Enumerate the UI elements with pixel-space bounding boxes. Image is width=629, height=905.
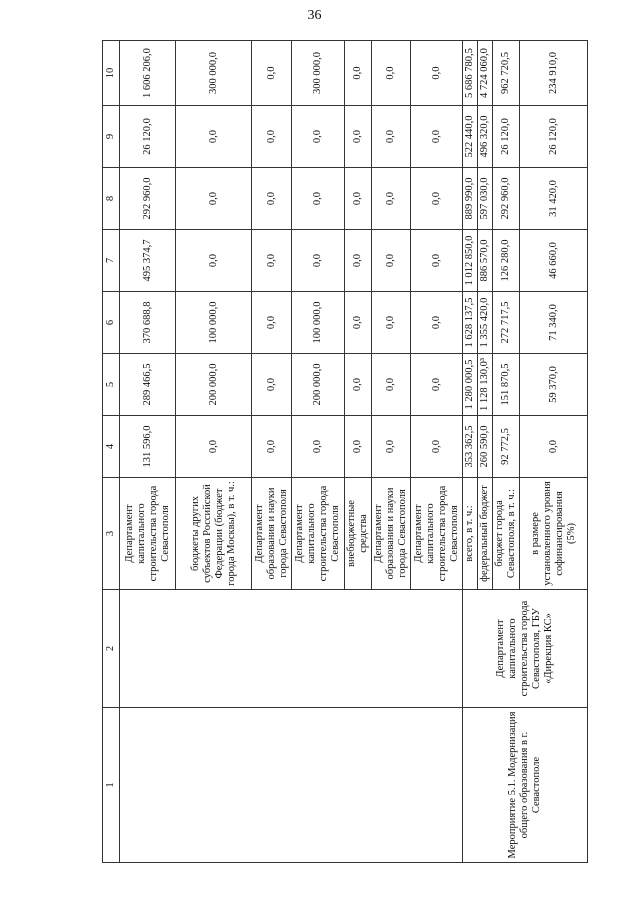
rotated-table-wrapper [102, 40, 577, 863]
value-cell: 100 000,0 [176, 292, 252, 354]
value-cell: 0,0 [411, 41, 463, 106]
value-cell: 0,0 [372, 416, 411, 478]
value-cell: 0,0 [372, 41, 411, 106]
value-cell: 1 355 420,0 [478, 292, 493, 354]
measure-executor: Департамент капитального строительства города Севастополя, ГБУ «Дирекция КС» [463, 590, 588, 708]
table-row [463, 41, 478, 863]
value-cell: 0,0 [252, 41, 292, 106]
value-cell: 0,0 [411, 230, 463, 292]
value-cell: 26 120,0 [520, 106, 588, 168]
col-header: 2 [103, 590, 120, 708]
value-cell: 289 466,5 [120, 354, 176, 416]
value-cell: 300 000,0 [176, 41, 252, 106]
value-cell: 59 370,0 [520, 354, 588, 416]
value-cell: 46 660,0 [520, 230, 588, 292]
value-cell: 496 320,0 [478, 106, 493, 168]
value-cell: 272 717,5 [493, 292, 520, 354]
value-cell: 260 590,0 [478, 416, 493, 478]
value-cell: 0,0 [292, 106, 345, 168]
value-cell: 597 030,0 [478, 168, 493, 230]
value-cell: 0,0 [292, 416, 345, 478]
col-header: 10 [103, 41, 120, 106]
value-cell: 962 720,5 [493, 41, 520, 106]
col-header: 7 [103, 230, 120, 292]
value-cell: 0,0 [292, 230, 345, 292]
value-cell: 0,0 [252, 354, 292, 416]
row-label: Департамент капитального строительства города Севастополя [120, 478, 176, 590]
value-cell: 0,0 [411, 168, 463, 230]
value-cell: 151 870,5 [493, 354, 520, 416]
row-label: Департамент образования и науки города Севастополя [372, 478, 411, 590]
value-cell: 0,0 [252, 106, 292, 168]
value-cell: 300 000,0 [292, 41, 345, 106]
value-cell: 886 570,0 [478, 230, 493, 292]
value-cell: 100 000,0 [292, 292, 345, 354]
value-cell: 0,0 [176, 230, 252, 292]
value-cell: 126 280,0 [493, 230, 520, 292]
col-header: 1 [103, 708, 120, 863]
value-cell: 1 606 206,0 [120, 41, 176, 106]
value-cell: 0,0 [372, 230, 411, 292]
value-cell: 4 724 060,0 [478, 41, 493, 106]
value-cell: 0,0 [292, 168, 345, 230]
value-cell: 0,0 [345, 230, 372, 292]
value-cell: 31 420,0 [520, 168, 588, 230]
value-cell: 1 128 130,0³ [478, 354, 493, 416]
value-cell: 26 120,0 [120, 106, 176, 168]
value-cell: 5 686 780,5 [463, 41, 478, 106]
value-cell: 1 012 850,0 [463, 230, 478, 292]
value-cell: 0,0 [176, 168, 252, 230]
row-label: внебюджетные средства [345, 478, 372, 590]
value-cell: 292 960,0 [120, 168, 176, 230]
row-label: федеральный бюджет [478, 478, 493, 590]
value-cell: 495 374,7 [120, 230, 176, 292]
page-number: 36 [307, 8, 322, 23]
value-cell: 0,0 [252, 230, 292, 292]
value-cell: 292 960,0 [493, 168, 520, 230]
value-cell: 71 340,0 [520, 292, 588, 354]
value-cell: 0,0 [372, 106, 411, 168]
empty-cell [120, 590, 463, 708]
row-label: Департамент образования и науки города Севастополя [252, 478, 292, 590]
col-header: 9 [103, 106, 120, 168]
value-cell: 0,0 [345, 168, 372, 230]
value-cell: 1 628 137,5 [463, 292, 478, 354]
value-cell: 0,0 [345, 106, 372, 168]
value-cell: 0,0 [411, 354, 463, 416]
value-cell: 370 688,8 [120, 292, 176, 354]
measure-name: Мероприятие 5.1. Модернизация общего образования в г. Севастополе [463, 708, 588, 863]
value-cell: 0,0 [372, 168, 411, 230]
empty-cell [120, 708, 463, 863]
value-cell: 0,0 [411, 416, 463, 478]
col-header: 5 [103, 354, 120, 416]
column-number-row [103, 41, 120, 863]
row-label: Департамент капитального строительства города Севастополя [292, 478, 345, 590]
row-label: в размере установленного уровня софинансирования (5%) [520, 478, 588, 590]
value-cell: 522 440,0 [463, 106, 478, 168]
value-cell: 0,0 [252, 292, 292, 354]
col-header: 4 [103, 416, 120, 478]
value-cell: 200 000,0 [176, 354, 252, 416]
row-label: бюджет города Севастополя, в т. ч.: [493, 478, 520, 590]
value-cell: 0,0 [176, 416, 252, 478]
value-cell: 0,0 [345, 354, 372, 416]
value-cell: 234 910,0 [520, 41, 588, 106]
value-cell: 889 990,0 [463, 168, 478, 230]
value-cell: 0,0 [176, 106, 252, 168]
value-cell: 0,0 [411, 106, 463, 168]
row-label: бюджеты других субъектов Российской Федерации (бюджет города Москвы), в т. ч.: [176, 478, 252, 590]
value-cell: 0,0 [345, 41, 372, 106]
value-cell: 0,0 [252, 168, 292, 230]
value-cell: 131 596,0 [120, 416, 176, 478]
row-label: Департамент капитального строительства города Севастополя [411, 478, 463, 590]
value-cell: 0,0 [345, 292, 372, 354]
value-cell: 0,0 [411, 292, 463, 354]
value-cell: 0,0 [345, 416, 372, 478]
value-cell: 0,0 [252, 416, 292, 478]
table-row [120, 41, 176, 863]
value-cell: 26 120,0 [493, 106, 520, 168]
value-cell: 353 362,5 [463, 416, 478, 478]
budget-table [102, 40, 588, 863]
col-header: 3 [103, 478, 120, 590]
value-cell: 200 000,0 [292, 354, 345, 416]
value-cell: 1 280 000,5 [463, 354, 478, 416]
value-cell: 0,0 [520, 416, 588, 478]
value-cell: 92 772,5 [493, 416, 520, 478]
value-cell: 0,0 [372, 292, 411, 354]
col-header: 8 [103, 168, 120, 230]
value-cell: 0,0 [372, 354, 411, 416]
row-label: всего, в т. ч.: [463, 478, 478, 590]
col-header: 6 [103, 292, 120, 354]
